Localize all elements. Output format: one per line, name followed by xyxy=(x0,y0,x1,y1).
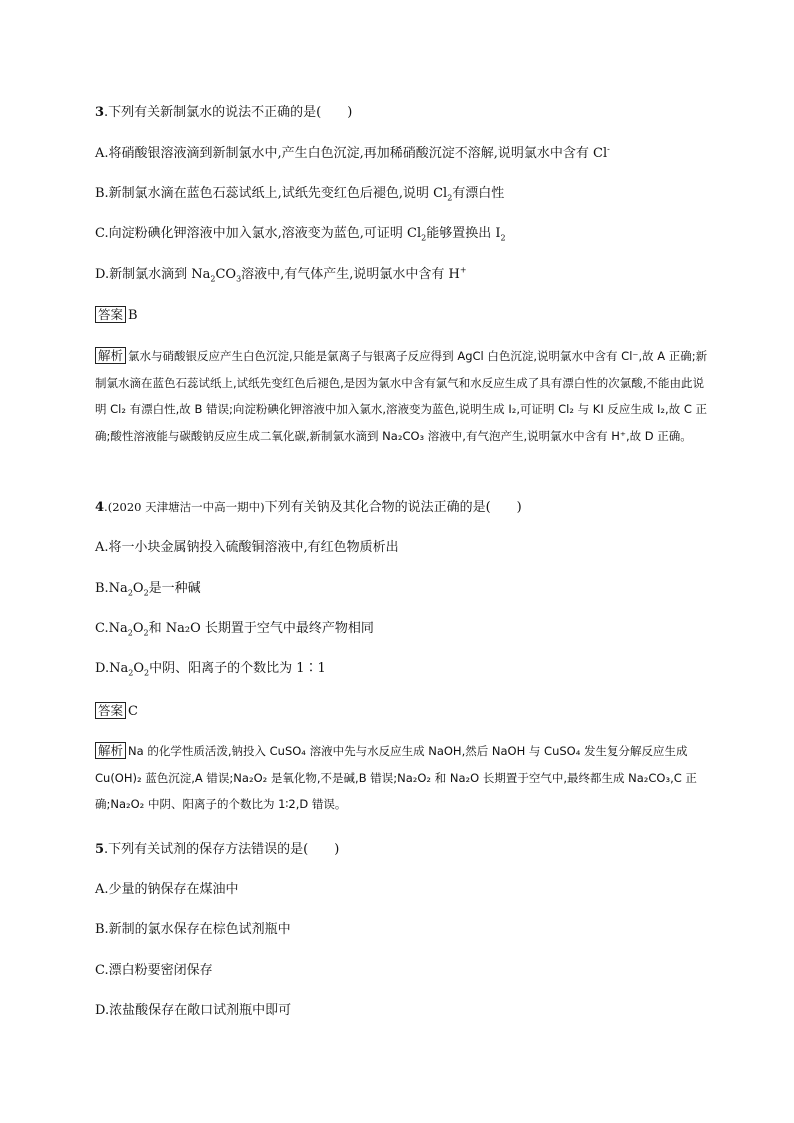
q4-option-b: $B.Na_2O_2$是一种碱 xyxy=(95,581,201,598)
q3-explanation: 解析 氯水与硝酸银反应产生白色沉淀,只能是氯离子与银离子反应得到 AgCl 白色沉淀,说明氯水中含有 Cl⁻,故 A 正确;新制氯水滴在蓝色石蕊试纸上,试纸先变红色后褪色,是因为氯水中含有氯气和水反应生成了具有漂白性的次氯酸,不能由此说明 Cl₂ 有漂白性,故 B 错误;向淀粉碘化钾溶液中加入氯水,溶液变为蓝色,说明生成 I₂,可证明 Cl₂ 与 KI 反应生成 I₂,故 C 正确;酸性溶液能与碳酸钠反应生成二氧化碳,新制氯水滴到 Na₂CO₃ 溶液中,有气泡产生,说明氯水中含有 H⁺,故 D 正确。 xyxy=(95,348,708,443)
q3-option-d: D.新制氯水滴到 $Na_2CO_3$溶液中,有气体产生,说明氯水中含有 H+ xyxy=(95,265,467,284)
q4-option-c: $C.Na_2O_2$和 Na₂O 长期置于空气中最终产物相同 xyxy=(95,621,374,638)
question-5-stem: 5.下列有关试剂的保存方法错误的是( ) xyxy=(95,842,340,857)
q4-answer: 答案 C xyxy=(95,702,138,720)
q5-option-d: D.浓盐酸保存在敞口试剂瓶中即可 xyxy=(95,1003,292,1018)
q4-explanation: 解析 Na 的化学性质活泼,钠投入 CuSO₄ 溶液中先与水反应生成 NaOH,然后 NaOH 与 CuSO₄ 发生复分解反应生成 Cu(OH)₂ 蓝色沉淀,A 错误;Na₂O₂ 是氧化物,不是碱,B 错误;Na₂O₂ 和 Na₂O 长期置于空气中,最终都生成 Na₂CO₃,C 正确;Na₂O₂ 中阴、阳离子的个数比为 1∶2,D 错误。 xyxy=(95,743,697,812)
question-3-stem: 3.下列有关新制氯水的说法不正确的是( ) xyxy=(95,105,353,120)
q4-option-a: A.将一小块金属钠投入硫酸铜溶液中,有红色物质析出 xyxy=(95,540,399,555)
q3-option-c: C.向淀粉碘化钾溶液中加入氯水,溶液变为蓝色,可证明 $Cl_2$能够置换出 $I_2$ xyxy=(95,226,506,243)
q5-option-b: B.新制的氯水保存在棕色试剂瓶中 xyxy=(95,922,291,937)
q5-option-a: A.少量的钠保存在煤油中 xyxy=(95,882,239,897)
q3-option-a: A.将硝酸银溶液滴到新制氯水中,产生白色沉淀,再加稀硝酸沉淀不溶解,说明氯水中含有 Cl- xyxy=(95,144,610,161)
question-4-stem: 4.(2020 天津塘沽一中高一期中)下列有关钠及其化合物的说法正确的是( ) xyxy=(95,500,522,515)
q5-option-c: C.漂白粉要密闭保存 xyxy=(95,963,213,978)
q4-option-d: $D.Na_2O_2$中阴、阳离子的个数比为 1∶1 xyxy=(95,661,326,678)
q3-option-b: B.新制氯水滴在蓝色石蕊试纸上,试纸先变红色后褪色,说明 $Cl_2$有漂白性 xyxy=(95,186,505,203)
q3-answer: 答案 B xyxy=(95,306,138,324)
